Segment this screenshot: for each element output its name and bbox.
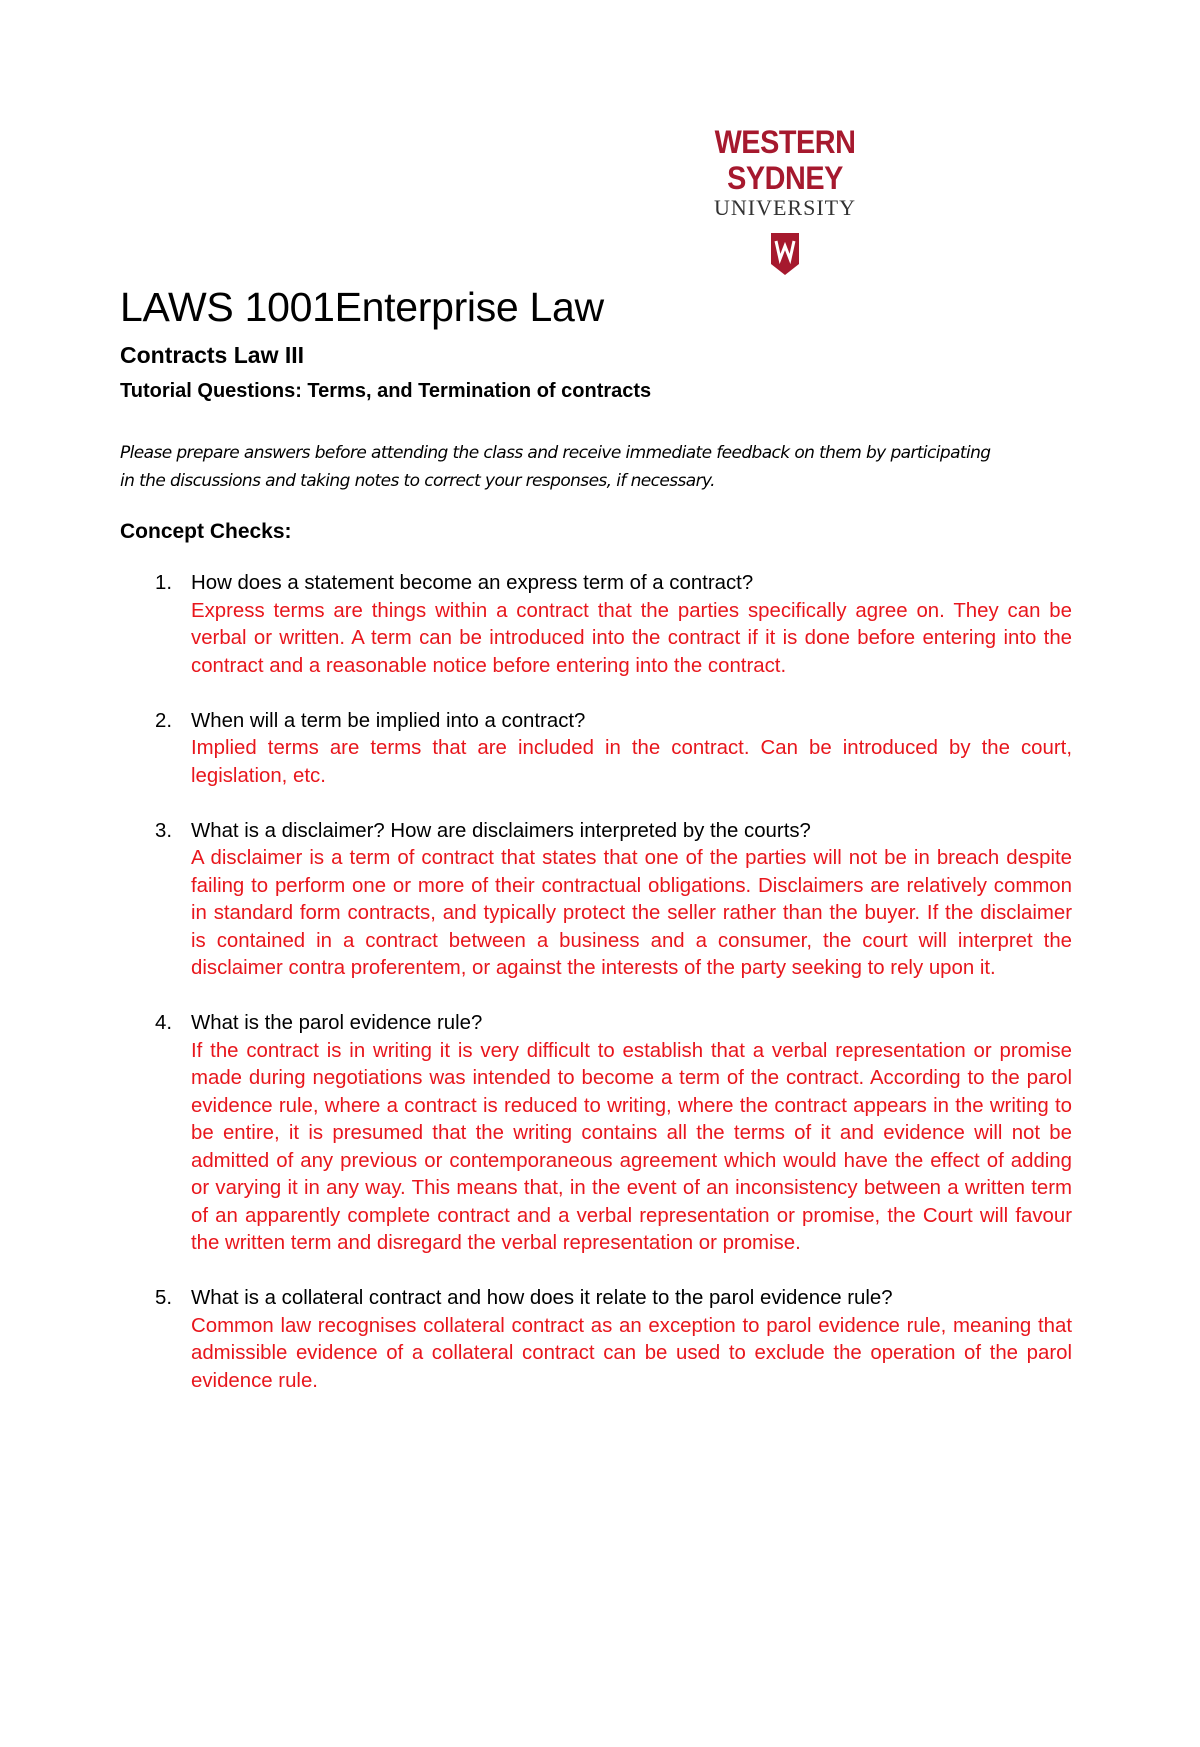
answer-text: If the contract is in writing it is very difficult to establish that a verbal representation or promise made during negotiations was intended to become a term of the contract. According to the parol evidence rule, where a contract is reduced to writing, where the contract appears in the writing to be entire, it is presumed that the writing contains all the terms of it and evidence will not be admitted of any previous or contemporaneous agreement which would have the effect of adding or varying it in any way. This means that, in the event of an inconsistency between a written term of an apparently complete contract and a verbal representation or promise, the Court will favour the written term and disregard the verbal representation or promise. bbox=[191, 1039, 1072, 1254]
question-text: When will a term be implied into a contract? bbox=[191, 709, 586, 732]
question-list bbox=[0, 570, 1200, 1423]
answer-text: A disclaimer is a term of contract that states that one of the parties will not be in breach despite failing to perform one or more of their contractual obligations. Disclaimers are relatively common in standard form contracts, and typically protect the seller rather than the buyer. If the disclaimer is contained in a contract between a business and a consumer, the court will interpret the disclaimer contra proferentem, or against the interests of the party seeking to rely upon it. bbox=[191, 847, 1072, 979]
question-number: 5. bbox=[155, 1287, 173, 1309]
question-item bbox=[0, 818, 1200, 983]
shield-w-icon bbox=[770, 232, 800, 276]
logo-sub-text: UNIVERSITY bbox=[714, 195, 856, 220]
question-number: 3. bbox=[155, 819, 173, 842]
tutorial-heading: Tutorial Questions: Terms, and Termination of contracts bbox=[120, 380, 652, 402]
question-text: What is a collateral contract and how does it relate to the parol evidence rule? bbox=[191, 1287, 893, 1309]
document-subtitle: Contracts Law III bbox=[120, 342, 305, 368]
university-logo bbox=[650, 124, 920, 276]
question-text: How does a statement become an express term of a contract? bbox=[191, 572, 754, 594]
document-title: LAWS 1001Enterprise Law bbox=[120, 284, 604, 330]
question-text: What is the parol evidence rule? bbox=[191, 1012, 483, 1034]
question-item bbox=[0, 1285, 1200, 1395]
answer-text: Common law recognises collateral contract as an exception to parol evidence rule, meaning that admissible evidence of a collateral contract can be used to exclude the operation of the parol evidence rule. bbox=[191, 1314, 1072, 1392]
logo-main-text: WESTERN SYDNEY bbox=[714, 124, 856, 196]
question-number: 2. bbox=[155, 709, 173, 732]
section-heading: Concept Checks: bbox=[120, 520, 292, 543]
question-number: 4. bbox=[155, 1012, 173, 1034]
question-item bbox=[0, 708, 1200, 791]
answer-text: Implied terms are terms that are included in the contract. Can be introduced by the court, legislation, etc. bbox=[191, 737, 1072, 787]
question-item bbox=[0, 1010, 1200, 1258]
instructions-text: Please prepare answers before attending the class and receive immediate feedback on them by participating in the discussions and taking notes to correct your responses, if necessary. bbox=[120, 443, 991, 491]
answer-text: Express terms are things within a contract that the parties specifically agree on. They can be verbal or written. A term can be introduced into the contract if it is done before entering into the contract and a reasonable notice before entering into the contract. bbox=[191, 599, 1072, 677]
question-item bbox=[0, 570, 1200, 680]
question-number: 1. bbox=[155, 572, 173, 594]
question-text: What is a disclaimer? How are disclaimers interpreted by the courts? bbox=[191, 819, 811, 842]
